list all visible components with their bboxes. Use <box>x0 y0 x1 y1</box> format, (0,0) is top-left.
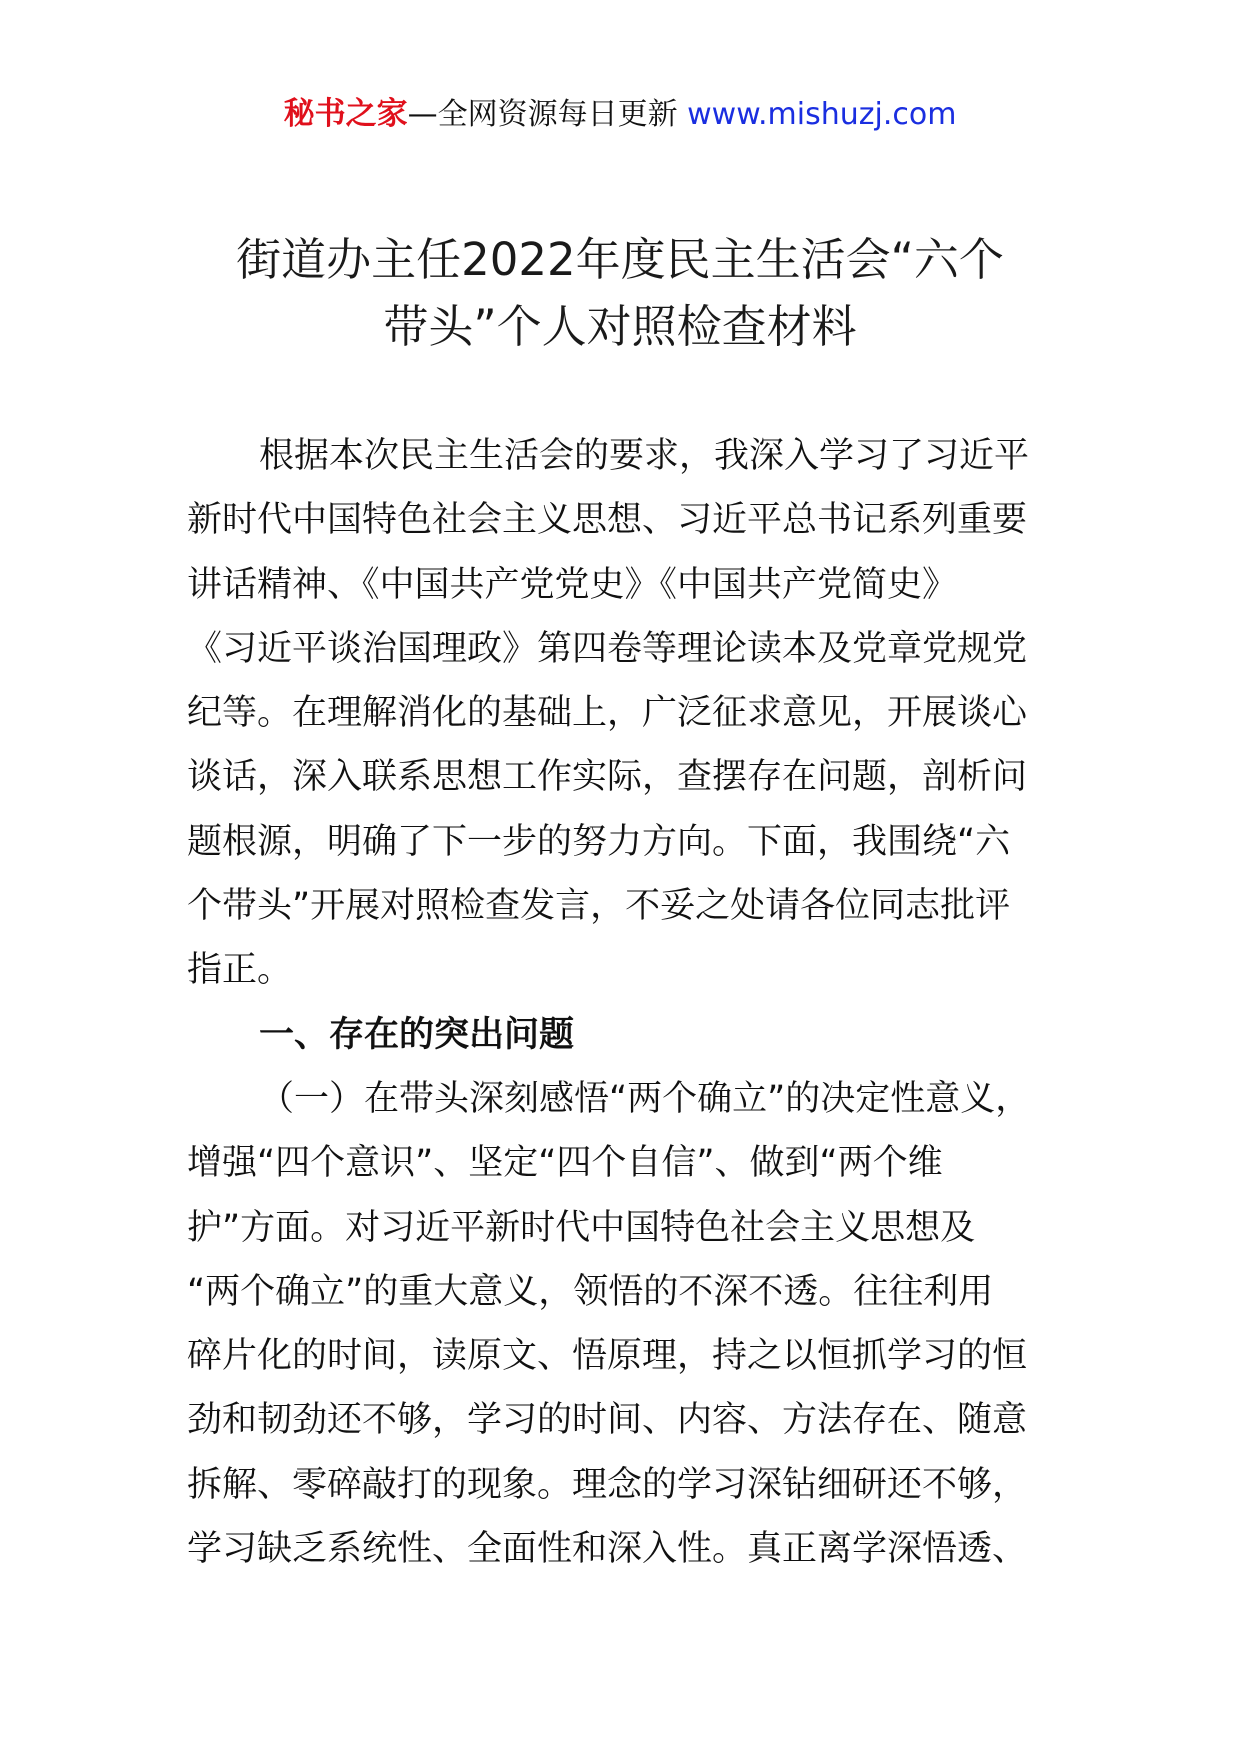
document-title <box>130 226 1110 360</box>
title-line-2: 带头”个人对照检查材料 <box>383 300 857 353</box>
paragraph-line: 护”方面。对习近平新时代中国特色社会主义思想及 <box>187 1207 976 1248</box>
paragraph-line: 增强“四个意识”、坚定“四个自信”、做到“两个维 <box>187 1143 943 1184</box>
document-body <box>187 424 1067 1581</box>
paragraph-line: 讲话精神、《中国共产党党史》《中国共产党简史》 <box>187 564 958 605</box>
paragraph-line: 拆解、零碎敲打的现象。理念的学习深钻细研还不够， <box>187 1464 1028 1505</box>
paragraph-line: 指正。 <box>187 950 293 991</box>
paragraph-line: 碎片化的时间，读原文、悟原理，持之以恒抓学习的恒 <box>187 1336 1028 1377</box>
section-heading: 一、存在的突出问题 <box>259 1014 575 1055</box>
paragraph-line: 根据本次民主生活会的要求，我深入学习了习近平 <box>259 436 1030 476</box>
paragraph-line: 个带头”开展对照检查发言，不妥之处请各位同志批评 <box>187 886 1011 927</box>
paragraph-line: 新时代中国特色社会主义思想、习近平总书记系列重要 <box>187 500 1028 541</box>
brand-name: 秘书之家 <box>283 96 408 132</box>
site-banner <box>0 94 1240 135</box>
paragraph-line: 劲和韧劲还不够，学习的时间、内容、方法存在、随意 <box>187 1400 1028 1441</box>
paragraph-line: 《习近平谈治国理政》第四卷等理论读本及党章党规党 <box>187 628 1028 669</box>
banner-slogan: —全网资源每日更新 <box>407 97 678 132</box>
paragraph-line: “两个确立”的重大意义，领悟的不深不透。往往利用 <box>187 1271 994 1312</box>
title-line-1: 街道办主任2022年度民主生活会“六个 <box>236 233 1004 286</box>
paragraph-line: 题根源，明确了下一步的努力方向。下面，我围绕“六 <box>187 821 1011 862</box>
site-url-link[interactable]: www.mishuzj.com <box>687 97 957 132</box>
paragraph-line: 谈话，深入联系思想工作实际，查摆存在问题，剖析问 <box>187 757 1028 798</box>
paragraph-line: 学习缺乏系统性、全面性和深入性。真正离学深悟透、 <box>187 1529 1028 1570</box>
paragraph-line: 纪等。在理解消化的基础上，广泛征求意见，开展谈心 <box>187 693 1028 734</box>
subsection-line: （一）在带头深刻感悟“两个确立”的决定性意义， <box>259 1078 1031 1119</box>
